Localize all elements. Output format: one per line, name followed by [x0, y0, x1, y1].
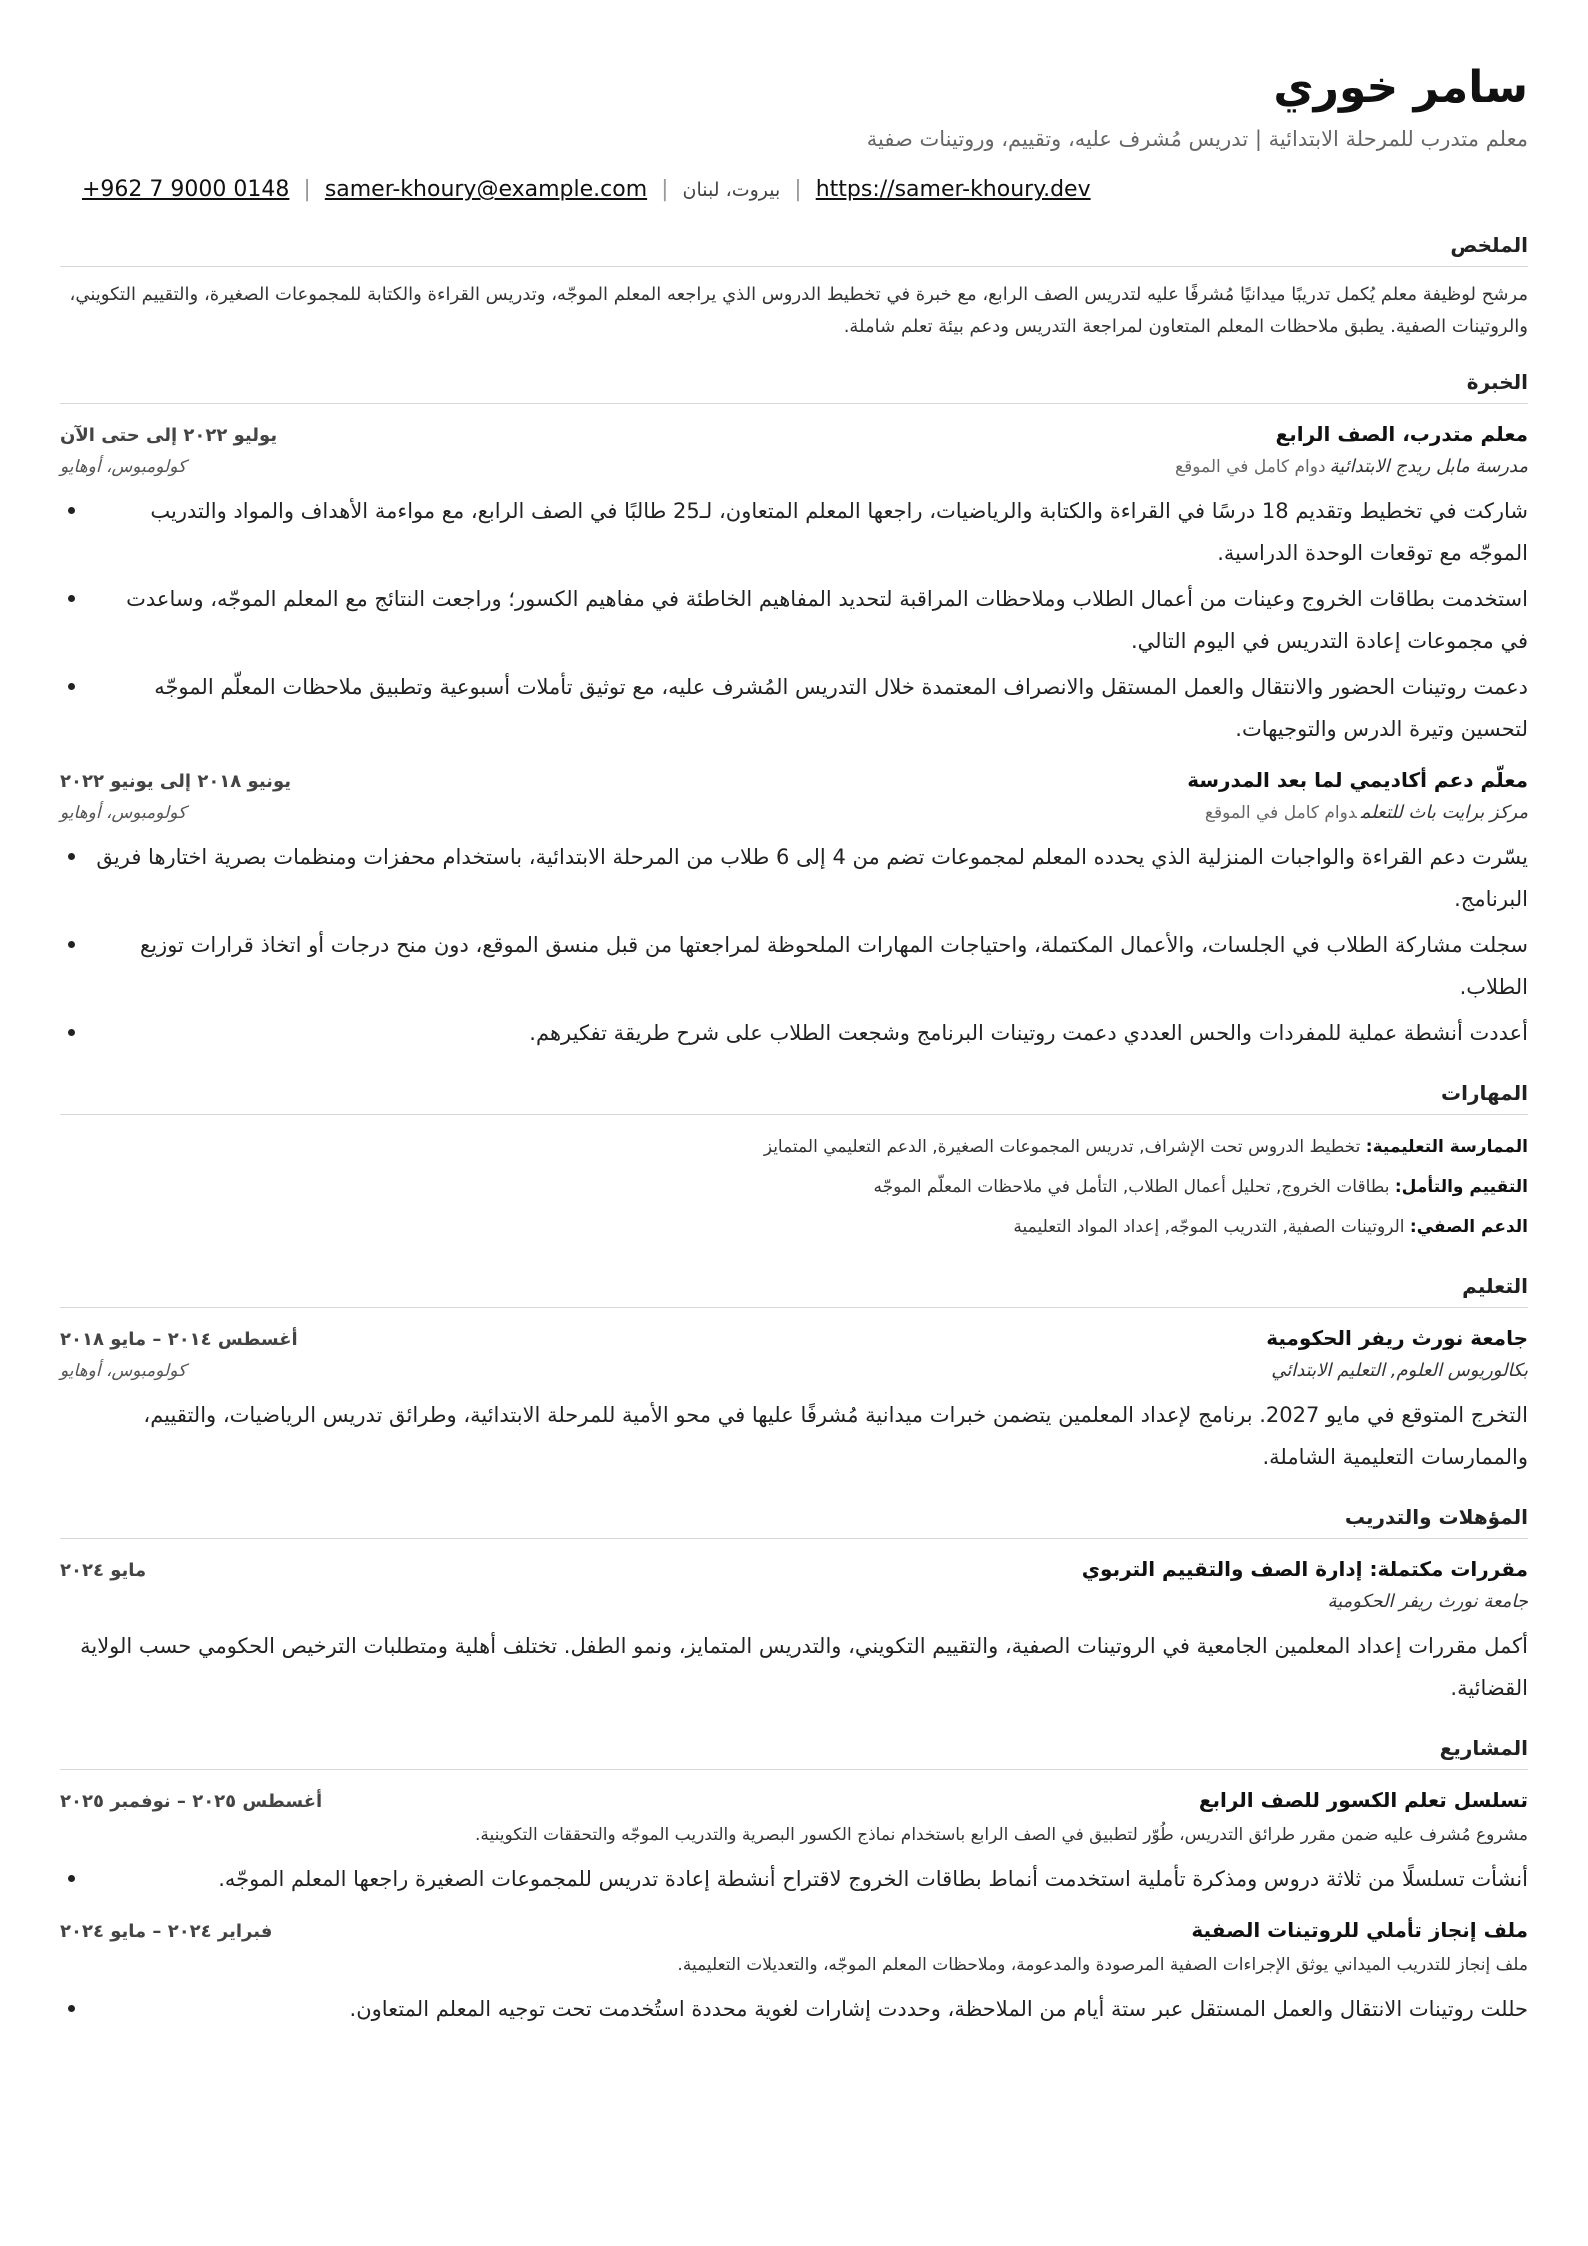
skill-value: الروتينات الصفية, التدريب الموجّه, إعداد المواد التعليمية: [1013, 1217, 1405, 1237]
project-bullets: [60, 1988, 1528, 2030]
project-entry: [60, 1784, 1528, 1900]
skill-value: بطاقات الخروج, تحليل أعمال الطلاب, التأمل في ملاحظات المعلّم الموجّه: [873, 1177, 1390, 1197]
project-title: تسلسل تعلم الكسور للصف الرابع: [1198, 1788, 1528, 1812]
skill-row: [60, 1167, 1528, 1207]
contact-separator: |: [794, 177, 802, 202]
job-date: يوليو ٢٠٢٢ إلى حتى الآن: [60, 425, 278, 446]
project-title: ملف إنجاز تأملي للروتينات الصفية: [1191, 1918, 1528, 1942]
job-place: كولومبوس، أوهايو: [60, 457, 187, 477]
job-org: مركز برايت باث للتعلم: [1360, 802, 1528, 823]
job-place: كولومبوس، أوهايو: [60, 803, 187, 823]
degree-name: بكالوريوس العلوم, التعليم الابتدائي: [1271, 1360, 1528, 1381]
job-date: يونيو ٢٠١٨ إلى يونيو ٢٠٢٢: [60, 771, 291, 792]
project-desc: مشروع مُشرف عليه ضمن مقرر طرائق التدريس، طُوّر لتطبيق في الصف الرابع باستخدام نماذج الكسور البصرية والتدريب الموجّه والتحققات التكوينية.: [474, 1825, 1528, 1845]
education-place: كولومبوس، أوهايو: [60, 1361, 187, 1381]
school-name: جامعة نورث ريفر الحكومية: [1266, 1326, 1528, 1350]
list-item: حللت روتينات الانتقال والعمل المستقل عبر ستة أيام من الملاحظة، وحددت إشارات لغوية محددة استُخدمت تحت توجيه المعلم المتعاون.: [96, 1988, 1528, 2030]
section-title-skills: المهارات: [60, 1080, 1528, 1115]
job-bullets: [60, 836, 1528, 1054]
candidate-tagline: معلم متدرب للمرحلة الابتدائية | تدريس مُشرف عليه، وتقييم، وروتينات صفية: [866, 127, 1528, 151]
phone-link[interactable]: +962 7 9000 0148: [82, 177, 290, 202]
project-entry: [60, 1914, 1528, 2030]
contact-separator: |: [303, 177, 311, 202]
experience-entry: [60, 764, 1528, 1054]
project-date: فبراير ٢٠٢٤ – مايو ٢٠٢٤: [60, 1921, 273, 1942]
job-meta: دوام كامل في الموقع: [1204, 803, 1357, 823]
certification-title: مقررات مكتملة: إدارة الصف والتقييم التربوي: [1081, 1557, 1528, 1581]
experience-entry: [60, 418, 1528, 750]
skill-label: الممارسة التعليمية:: [1365, 1137, 1528, 1157]
job-bullets: [60, 490, 1528, 750]
skill-label: التقييم والتأمل:: [1394, 1177, 1528, 1197]
list-item: أعددت أنشطة عملية للمفردات والحس العددي دعمت روتينات البرنامج وشجعت الطلاب على شرح طريقة تفكيرهم.: [96, 1012, 1528, 1054]
summary-text: مرشح لوظيفة معلم يُكمل تدريبًا ميدانيًا مُشرفًا عليه لتدريس الصف الرابع، مع خبرة في تخطيط الدروس الذي يراجعه المعلم الموجّه، وتدريس القراءة والكتابة للمجموعات الصغيرة، والتقييم التكويني، والروتينات الصفية. يطبق ملاحظات المعلم المتعاون لمراجعة التدريس ودعم بيئة تعلم شاملة.: [69, 284, 1528, 337]
section-title-certifications: المؤهلات والتدريب: [60, 1504, 1528, 1539]
list-item: استخدمت بطاقات الخروج وعينات من أعمال الطلاب وملاحظات المراقبة لتحديد المفاهيم الخاطئة في مفاهيم الكسور؛ وراجعت النتائج مع المعلم الموجّه، وساعدت في مجموعات إعادة التدريس في اليوم التالي.: [96, 578, 1528, 662]
project-bullets: [60, 1858, 1528, 1900]
skills-list: [60, 1127, 1528, 1247]
section-title-education: التعليم: [60, 1273, 1528, 1308]
contact-bar: [60, 174, 1528, 206]
list-item: شاركت في تخطيط وتقديم 18 درسًا في القراءة والكتابة والرياضيات، راجعها المعلم المتعاون، لـ25 طالبًا في الصف الرابع، مع مواءمة الأهداف والمواد والتدريب الموجّه مع توقعات الوحدة الدراسية.: [96, 490, 1528, 574]
job-meta: دوام كامل في الموقع: [1175, 457, 1326, 477]
section-title-projects: المشاريع: [60, 1735, 1528, 1770]
education-date: أغسطس ٢٠١٤ – مايو ٢٠١٨: [60, 1329, 298, 1350]
skill-value: تخطيط الدروس تحت الإشراف, تدريس المجموعات الصغيرة, الدعم التعليمي المتمايز: [763, 1137, 1361, 1157]
project-date: أغسطس ٢٠٢٥ – نوفمبر ٢٠٢٥: [60, 1791, 323, 1812]
certification-entry: [60, 1553, 1528, 1709]
email-link[interactable]: samer-khoury@example.com: [324, 177, 648, 202]
certification-desc: أكمل مقررات إعداد المعلمين الجامعية في الروتينات الصفية، والتقييم التكويني، والتدريس المتمايز، ونمو الطفل. تختلف أهلية ومتطلبات الترخيص الحكومي حسب الولاية القضائية.: [80, 1634, 1528, 1700]
candidate-name: سامر خوري: [1273, 62, 1528, 113]
education-desc: التخرج المتوقع في مايو 2027. برنامج لإعداد المعلمين يتضمن خبرات ميدانية مُشرفًا عليها في محو الأمية للمرحلة الابتدائية، وطرائق تدريس الرياضيات، والتقييم، والممارسات التعليمية الشاملة.: [143, 1403, 1528, 1469]
list-item: يسّرت دعم القراءة والواجبات المنزلية الذي يحدده المعلم لمجموعات تضم من 4 إلى 6 طلاب من المرحلة الابتدائية، باستخدام محفزات ومنظمات بصرية اختارها فريق البرنامج.: [96, 836, 1528, 920]
skill-row: [60, 1127, 1528, 1167]
contact-separator: |: [661, 177, 669, 202]
skill-label: الدعم الصفي:: [1409, 1217, 1528, 1237]
skill-row: [60, 1207, 1528, 1247]
education-entry: [60, 1322, 1528, 1478]
website-link[interactable]: https://samer-khoury.dev: [815, 177, 1091, 202]
job-org: مدرسة مابل ريدج الابتدائية: [1329, 456, 1528, 477]
certification-date: مايو ٢٠٢٤: [60, 1560, 147, 1581]
certification-org: جامعة نورث ريفر الحكومية: [1327, 1591, 1528, 1612]
section-title-summary: الملخص: [60, 232, 1528, 267]
list-item: دعمت روتينات الحضور والانتقال والعمل المستقل والانصراف المعتمدة خلال التدريس المُشرف عليه، مع توثيق تأملات أسبوعية وتطبيق ملاحظات المعلّم الموجّه لتحسين وتيرة الدرس والتوجيهات.: [96, 666, 1528, 750]
list-item: سجلت مشاركة الطلاب في الجلسات، والأعمال المكتملة، واحتياجات المهارات الملحوظة لمراجعتها من قبل منسق الموقع، دون منح درجات أو اتخاذ قرارات توزيع الطلاب.: [96, 924, 1528, 1008]
location-text: بيروت، لبنان: [682, 179, 781, 201]
job-title: معلّم دعم أكاديمي لما بعد المدرسة: [1187, 768, 1528, 792]
section-title-experience: الخبرة: [60, 369, 1528, 404]
project-desc: ملف إنجاز للتدريب الميداني يوثق الإجراءات الصفية المرصودة والمدعومة، وملاحظات المعلم الموجّه، والتعديلات التعليمية.: [677, 1955, 1528, 1975]
job-title: معلم متدرب، الصف الرابع: [1275, 422, 1528, 446]
list-item: أنشأت تسلسلًا من ثلاثة دروس ومذكرة تأملية استخدمت أنماط بطاقات الخروج لاقتراح أنشطة إعادة تدريس للمجموعات الصغيرة راجعها المعلم الموجّه.: [96, 1858, 1528, 1900]
